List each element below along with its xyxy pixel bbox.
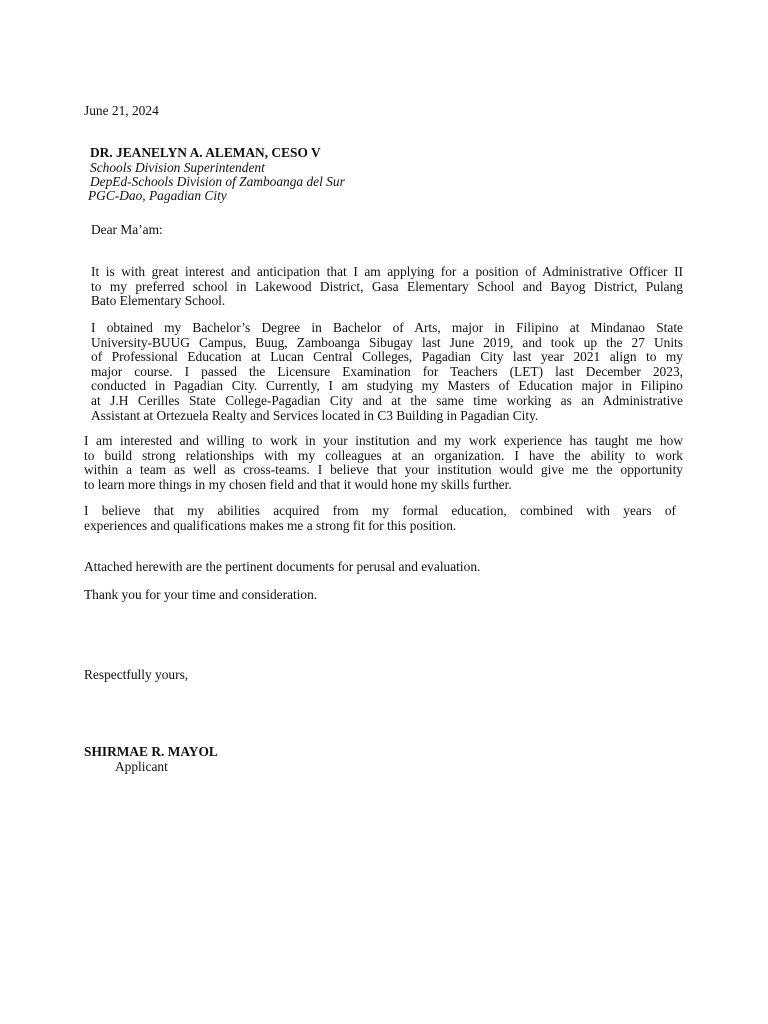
body-paragraph-5: Attached herewith are the pertinent documents for perusal and evaluation. — [84, 559, 481, 574]
recipient-address: PGC-Dao, Pagadian City — [88, 188, 227, 203]
closing: Respectfully yours, — [84, 667, 189, 682]
text-line: conducted in Pagadian City. Currently, I am studying my Masters of Education major in Filipino — [91, 378, 683, 394]
text-line: within a team as well as cross-teams. I believe that your institution would give me the opportunity — [84, 462, 683, 478]
body-paragraph-3 — [84, 434, 683, 492]
text-line: experiences and qualifications makes me a strong fit for this position. — [84, 517, 457, 533]
text-line: University-BUUG Campus, Buug, Zamboanga Sibugay last June 2019, and took up the 27 Units — [91, 334, 683, 350]
signatory-role: Applicant — [115, 759, 168, 774]
text-line: to build strong relationships with my colleagues at an organization. I have the ability to work — [84, 447, 683, 463]
text-line: at J.H Cerilles State College-Pagadian City and at the same time working as an Administrative — [91, 392, 683, 408]
text-line: of Professional Education at Lucan Central Colleges, Pagadian City last year 2021 align to my — [91, 349, 683, 365]
body-paragraph-2 — [91, 321, 683, 423]
text-line: Assistant at Ortezuela Realty and Services located in C3 Building in Pagadian City. — [91, 407, 539, 423]
text-line: I believe that my abilities acquired from my formal education, combined with years of — [84, 503, 676, 518]
text-line: I am interested and willing to work in your institution and my work experience has taught me how — [84, 433, 683, 448]
text-line: to learn more things in my chosen field and that it would hone my skills further. — [84, 476, 512, 492]
recipient-name: DR. JEANELYN A. ALEMAN, CESO V — [90, 145, 321, 160]
text-line: to my preferred school in Lakewood District, Gasa Elementary School and Bayog District, Pulang — [91, 278, 683, 294]
text-line: major course. I passed the Licensure Examination for Teachers (LET) last December 2023, — [91, 363, 683, 379]
body-paragraph-4 — [84, 504, 676, 533]
recipient-office: DepEd-Schools Division of Zamboanga del Sur — [90, 174, 345, 189]
recipient-title: Schools Division Superintendent — [90, 160, 265, 175]
salutation: Dear Ma’am: — [91, 222, 163, 237]
text-line: I obtained my Bachelor’s Degree in Bachelor of Arts, major in Filipino at Mindanao State — [91, 320, 683, 335]
body-paragraph-1 — [91, 265, 683, 309]
body-paragraph-6: Thank you for your time and consideration. — [84, 587, 318, 602]
signatory-name: SHIRMAE R. MAYOL — [84, 744, 218, 759]
text-line: Bato Elementary School. — [91, 293, 226, 309]
letter-date: June 21, 2024 — [84, 103, 159, 118]
text-line: It is with great interest and anticipation that I am applying for a position of Administrative Officer II — [91, 264, 683, 279]
